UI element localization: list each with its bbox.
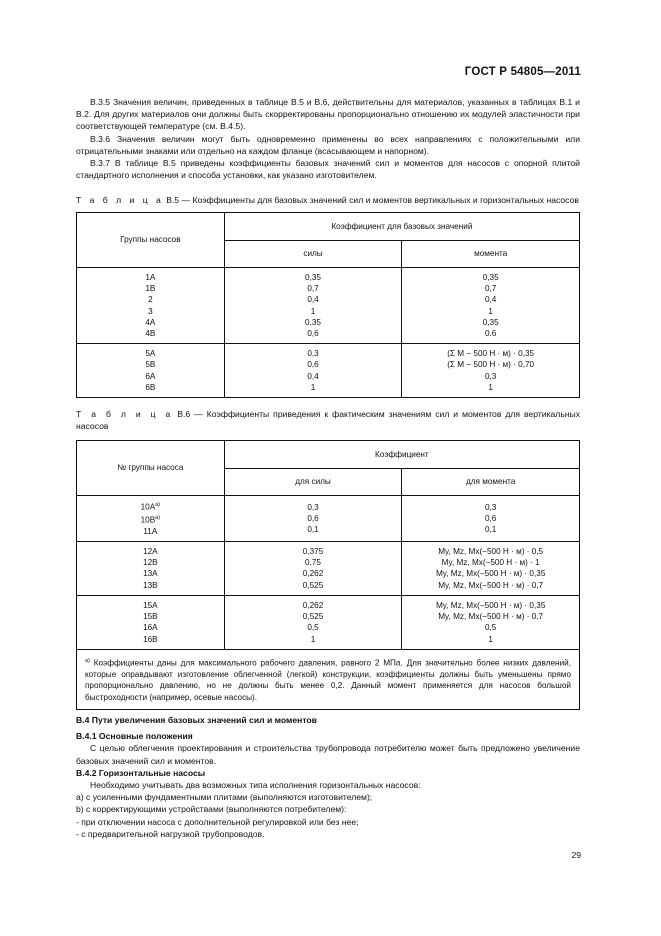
- table6-header-moments: для момента: [402, 469, 580, 496]
- table5-cell: 1А: [145, 273, 156, 282]
- table5-cell: 1: [310, 382, 316, 392]
- table5-cell: 0,35: [305, 273, 321, 282]
- table6-cell: Мy, Мz, Мx(−500 Н · м) · 0,35: [435, 600, 546, 610]
- table6-cell: Мy, Мz, Мx(−500 Н · м) · 0,35: [435, 569, 546, 579]
- table6-group3-forces: [224, 595, 402, 649]
- table5-cell: 0,7: [484, 284, 497, 294]
- table5-cell: 6А: [145, 371, 156, 381]
- table5-cell: 4А: [145, 317, 156, 327]
- table5-cell: 0,4: [484, 295, 497, 305]
- table5-cell: (Σ М − 500 Н · м) · 0,70: [447, 360, 535, 370]
- table6-cell: 0,6: [484, 513, 497, 523]
- table5-cell: 0,35: [482, 317, 499, 327]
- table6-cell: Мy, Мz, Мx(−500 Н · м) · 0,7: [438, 612, 544, 622]
- table6-group3-names: [77, 595, 225, 649]
- table6-cell: 0,262: [302, 569, 324, 579]
- table6-header-group: № группы насоса: [77, 441, 225, 496]
- page-number: 29: [571, 850, 581, 860]
- table5-cell: 0,6: [307, 329, 319, 339]
- table5-group2-names: [77, 344, 225, 398]
- table6-cell: 12А: [143, 547, 158, 557]
- table6-cell: 1: [310, 634, 316, 644]
- table6-cell: Мy, Мz, Мx(−500 Н · м) · 0,7: [438, 580, 544, 590]
- table6-group2-moments: [402, 542, 580, 596]
- table5: [76, 212, 580, 398]
- table5-header-moments: момента: [402, 241, 580, 268]
- table6-cell: 1: [488, 634, 493, 644]
- table5-cell: 4В: [145, 329, 156, 339]
- table6-group1-forces: [224, 496, 402, 542]
- table6-cell: 0,375: [302, 547, 324, 557]
- footnote-text: Коэффициенты даны для максимального рабочего давления, равного 2 МПа. Для значительно более низких давлений, которые оправдывают изготовление облегченной (легкой) конструкции, коэффициенты должны быть уменьшены прямо пропорционально давлению, но не должны быть менее 0,2. Данный момент применяется для насосов большой быстроходности (например, осевые насосы).: [85, 658, 571, 702]
- section-b42-line: Необходимо учитывать два возможных типа исполнения горизонтальных насосов:: [90, 780, 421, 791]
- table5-group2-moments: [402, 344, 580, 398]
- table6-cell: [77, 513, 224, 526]
- table6-cell: 0,6: [307, 513, 319, 523]
- table6-cell: 0,3: [307, 502, 319, 512]
- table5-cell: 2: [148, 295, 153, 305]
- table5-caption-text: В.5 — Коэффициенты для базовых значений сил и моментов вертикальных и горизонтальных насосов: [166, 195, 579, 205]
- table6-caption-text: В.6 — Коэффициенты приведения к фактическим значениям сил и моментов для вертикальных насосов: [76, 409, 581, 431]
- table6-cell-text: 10А: [140, 502, 156, 512]
- section-b42-line: b) с корректирующими устройствами (выполняются потребителем):: [76, 804, 347, 815]
- table6-cell: 13В: [143, 580, 158, 590]
- table5-header-coef: Коэффициент для базовых значений: [224, 213, 579, 241]
- table6-group1-names: [77, 496, 225, 542]
- table5-group2-forces: [224, 344, 402, 398]
- table5-group1-forces: [224, 268, 402, 344]
- table5-header-group: Группы насосов: [77, 213, 225, 268]
- paragraph-b35: В.3.5 Значения величин, приведенных в таблице В.5 и В.6, действительны для материалов, указанных в таблицах В.1 и В.2. Для других материалов они должны быть скорректированы пропорционально отношению их модулей эластичности при соответствующей температуре (см. В.4.5).: [76, 97, 580, 132]
- table6: [76, 440, 580, 710]
- table6-group3-moments: [402, 595, 580, 649]
- table6-cell: 0,1: [484, 525, 497, 535]
- table6-group2-names: [77, 542, 225, 596]
- paragraph-b37: В.3.7 В таблице В.5 приведены коэффициенты базовых значений сил и моментов для насосов с опорной плитой стандартного исполнения и способа установки, как указано изготовителем.: [76, 158, 580, 181]
- section-b42-line: - при отключении насоса с дополнительной регулировкой или без нее;: [76, 816, 359, 827]
- table6-caption-label: Т а б л и ц а: [76, 409, 174, 419]
- table5-group1-moments: [402, 268, 580, 344]
- table5-cell: 0,4: [307, 371, 319, 381]
- table6-cell: 15В: [143, 612, 158, 622]
- table6-cell: 16В: [143, 634, 158, 644]
- table6-header-forces: для силы: [224, 469, 402, 496]
- table6-cell: 13А: [143, 569, 158, 579]
- table6-cell: [77, 500, 224, 513]
- table5-cell: 1: [488, 382, 493, 392]
- table6-cell: 0,525: [302, 612, 324, 622]
- table5-cell: 1: [310, 306, 316, 316]
- table6-cell: Мy, Мz, Мx(−500 Н · м) · 1: [441, 558, 540, 568]
- section-b42-title: В.4.2 Горизонтальные насосы: [76, 767, 206, 778]
- table6-footnote: [77, 649, 580, 710]
- table6-cell: 15А: [143, 600, 158, 610]
- table5-cell: 5В: [145, 360, 156, 370]
- table5-cell: (Σ М − 500 Н · м) · 0,35: [447, 349, 535, 359]
- table6-caption: [76, 408, 580, 432]
- table6-cell: 0,5: [307, 623, 319, 633]
- section-b41-text: С целью облегчения проектирования и строительства трубопровода потребителю может быть предложено увеличение базовых значений сил и моментов.: [76, 743, 580, 766]
- table6-cell: 0,262: [302, 600, 324, 610]
- document-header: ГОСТ Р 54805—2011: [464, 66, 581, 78]
- table5-group1-names: [77, 268, 225, 344]
- table6-group1-moments: [402, 496, 580, 542]
- section-b4-title: В.4 Пути увеличения базовых значений сил и моментов: [76, 715, 317, 725]
- table5-cell: 0,35: [305, 317, 321, 327]
- table6-cell: 16А: [143, 623, 158, 633]
- table6-cell: 12В: [143, 558, 158, 568]
- table5-cell: 0,35: [482, 273, 499, 282]
- table5-cell: 0.6: [484, 329, 497, 339]
- footnote-marker: а): [85, 657, 90, 664]
- table5-cell: 3: [148, 306, 153, 316]
- table6-cell: Мy, Мz, Мx(−500 Н · м) · 0,5: [438, 547, 544, 557]
- table5-cell: 1: [488, 306, 493, 316]
- section-b42-line: - с предварительной нагрузкой трубопроводов.: [76, 828, 265, 839]
- table5-caption-label: Т а б л и ц а: [76, 195, 164, 205]
- table6-cell: 0,3: [484, 502, 497, 512]
- table6-group2-forces: [224, 542, 402, 596]
- table5-cell: 0,3: [484, 371, 497, 381]
- table5-cell: 5А: [145, 349, 156, 359]
- section-b4: [76, 714, 580, 840]
- table6-cell-text: 10В: [140, 515, 156, 525]
- footnote-marker: а): [155, 502, 161, 508]
- table5-cell: 0,7: [307, 284, 319, 294]
- table6-cell: 11А: [143, 526, 158, 536]
- paragraph-b36: В.3.6 Значения величин могут быть одновременно применены во всех направлениях с положительными или отрицательными знаками или отдельно на каждом фланце (всасывающем и напорном).: [76, 133, 580, 156]
- intro-section: [76, 96, 580, 181]
- table5-cell: 6В: [145, 382, 156, 392]
- section-b41-title: В.4.1 Основные положения: [76, 731, 193, 742]
- table6-cell: 0,525: [302, 580, 324, 590]
- table6-header-coef: Коэффициент: [224, 441, 579, 469]
- table6-cell: 0,1: [307, 525, 319, 535]
- table5-cell: 0,6: [307, 360, 319, 370]
- table6-cell: 0,5: [484, 623, 497, 633]
- table5-cell: 0,3: [307, 349, 319, 359]
- table6-cell: 0,75: [305, 558, 321, 568]
- footnote-marker: а): [155, 514, 161, 521]
- table5-cell: 1В: [145, 284, 156, 294]
- table5-cell: 0,4: [307, 295, 319, 305]
- table5-header-forces: силы: [224, 241, 402, 268]
- section-b42-line: a) с усиленными фундаментными плитами (выполняются изготовителем);: [76, 792, 373, 803]
- table5-caption: [76, 194, 580, 206]
